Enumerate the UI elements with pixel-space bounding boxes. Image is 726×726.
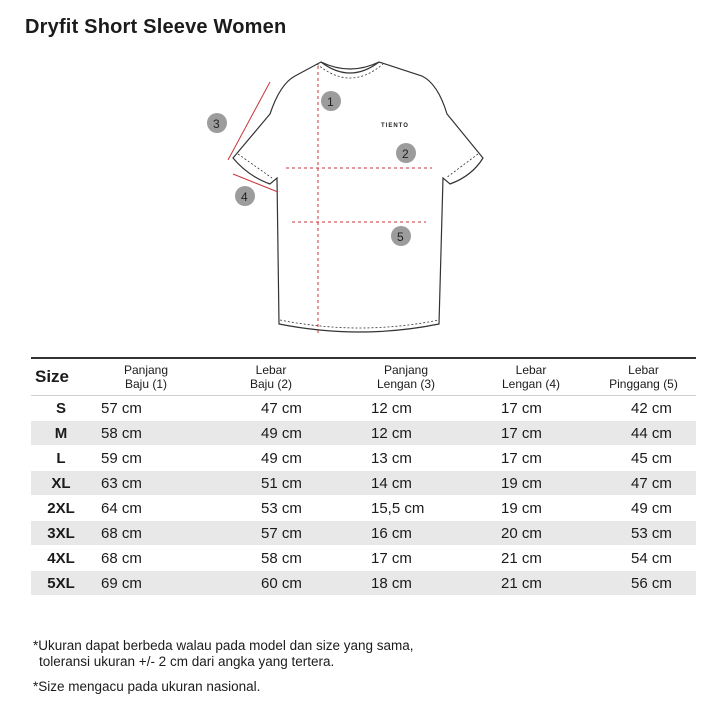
size-table xyxy=(31,357,696,596)
table-row: S 57 cm 47 cm 12 cm 17 cm 42 cm xyxy=(31,396,696,421)
table-row: 5XL 69 cm 60 cm 18 cm 21 cm 56 cm xyxy=(31,571,696,596)
page-title: Dryfit Short Sleeve Women xyxy=(25,16,287,38)
note-national-size: *Size mengacu pada ukuran nasional. xyxy=(33,679,261,694)
brand-logo: TIENTO xyxy=(381,123,409,129)
svg-text:3: 3 xyxy=(213,117,220,131)
table-row: 4XL 68 cm 58 cm 17 cm 21 cm 54 cm xyxy=(31,546,696,571)
note-tolerance-cont: toleransi ukuran +/- 2 cm dari angka yang tertera. xyxy=(39,654,335,669)
tshirt-outline xyxy=(233,62,483,332)
note-tolerance: *Ukuran dapat berbeda walau pada model dan size yang sama, xyxy=(33,638,414,653)
svg-text:1: 1 xyxy=(327,95,334,109)
table-row: M 58 cm 49 cm 12 cm 17 cm 44 cm xyxy=(31,421,696,446)
table-row: L 59 cm 49 cm 13 cm 17 cm 45 cm xyxy=(31,446,696,471)
marker-4 xyxy=(235,186,255,206)
header-panjang-lengan: Panjang Lengan (3) xyxy=(376,363,436,391)
marker-5 xyxy=(391,226,411,246)
header-lebar-lengan: Lebar Lengan (4) xyxy=(501,363,561,391)
table-header xyxy=(31,359,696,396)
footnotes xyxy=(33,638,414,695)
table-row: 2XL 64 cm 53 cm 15,5 cm 19 cm 49 cm xyxy=(31,496,696,521)
tshirt-diagram xyxy=(200,54,500,344)
header-panjang-baju: Panjang Baju (1) xyxy=(123,363,169,391)
table-row: 3XL 68 cm 57 cm 16 cm 20 cm 53 cm xyxy=(31,521,696,546)
header-size: Size xyxy=(35,367,70,386)
svg-text:5: 5 xyxy=(397,230,404,244)
header-lebar-baju: Lebar Baju (2) xyxy=(249,363,293,391)
marker-1 xyxy=(321,91,341,111)
table-row: XL 63 cm 51 cm 14 cm 19 cm 47 cm xyxy=(31,471,696,496)
svg-text:4: 4 xyxy=(241,190,248,204)
svg-text:2: 2 xyxy=(402,147,409,161)
marker-2 xyxy=(396,143,416,163)
marker-3 xyxy=(207,113,227,133)
header-lebar-pinggang: Lebar Pinggang (5) xyxy=(609,363,678,391)
